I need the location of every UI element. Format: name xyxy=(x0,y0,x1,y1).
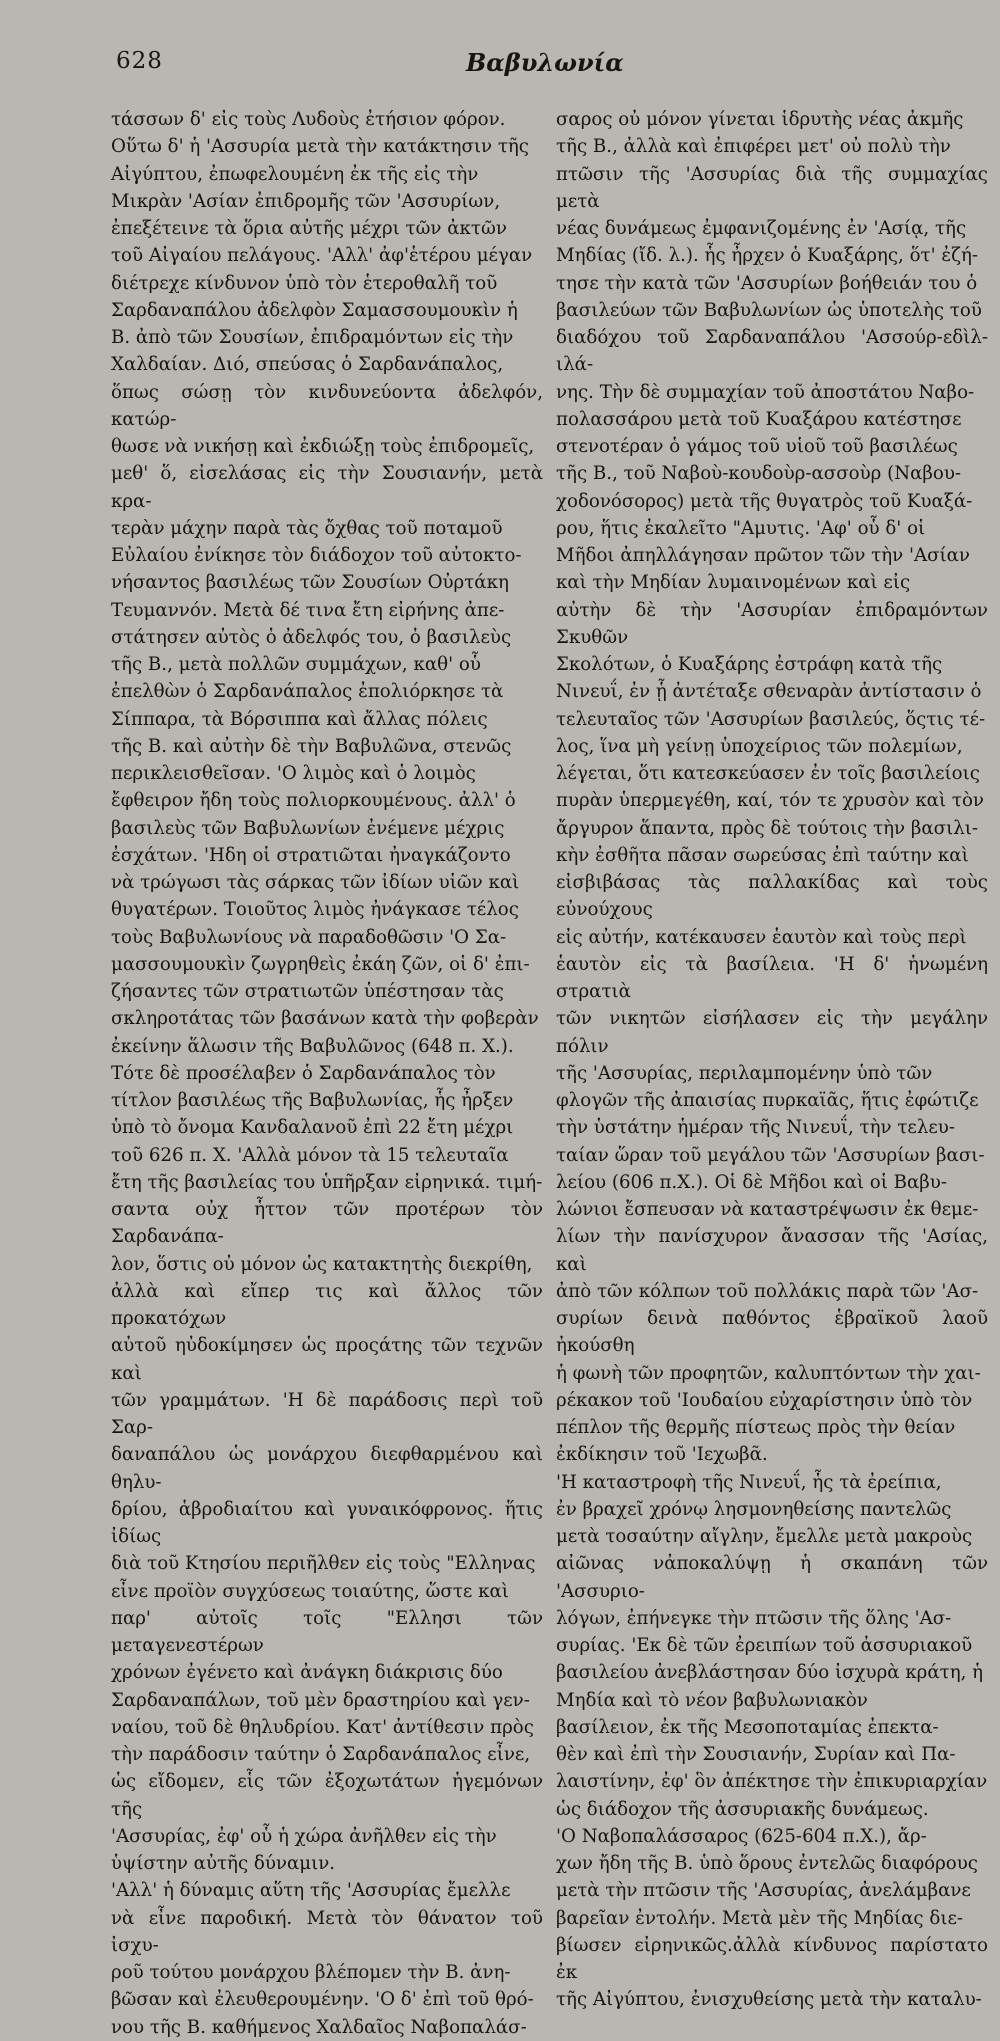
paragraph: 'Αλλ' ἡ δύναμις αὕτη τῆς 'Ασσυρίας ἔμελλε νὰ εἶνε παροδική. Μετὰ τὸν θάνατον τοῦ ἰσχυ- ροῦ τούτου μονάρχου βλέπομεν τὴν Β. ἀνη- βῶσαν καὶ ἐλευθερουμένην. 'Ο δ' ἐπὶ τοῦ θρό- νου τῆς Β. καθήμενος Χαλδαῖος Ναβοπαλάσ- xyxy=(111,1880,543,2038)
left-column xyxy=(111,106,543,2038)
paragraph: 'Ο Ναβοπαλάσσαρος (625-604 π.Χ.), ἄρ- χων ἤδη τῆς Β. ὑπὸ ὅρους ἐντελῶς διαφόρους μετὰ τὴν πτῶσιν τῆς 'Ασσυρίας, ἀνελάμβανε βαρεῖαν ἐντολήν. Μετὰ μὲν τῆς Μηδίας διε- βίωσεν εἰρηνικῶς.ἀλλὰ κίνδυνος παρίστατο ἐκ τῆς Αἰγύπτου, ἐνισχυθείσης μετὰ τὴν καταλυ- xyxy=(556,1825,988,2011)
paragraph: 'Η καταστροφὴ τῆς Νινευΐ, ἧς τὰ ἐρείπια, ἐν βραχεῖ χρόνῳ λησμονηθείσης παντελῶς μετὰ τοσαύτην αἴγλην, ἔμελλε μετὰ μακροὺς αἰῶνας νἀποκαλύψῃ ἡ σκαπάνη τῶν 'Ασσυριο- λόγων, ἐπήνεγκε τὴν πτῶσιν τῆς ὅλης 'Ασ- συρίας. 'Εκ δὲ τῶν ἐρειπίων τοῦ ἀσσυριακοῦ βασιλείου ἀνεβλάστησαν δύο ἰσχυρὰ κράτη, ἡ Μηδία καὶ τὸ νέον βαβυλωνιακὸν βασίλειον, ἐκ τῆς Μεσοποταμίας ἐπεκτα- θὲν καὶ ἐπὶ τὴν Σουσιανήν, Συρίαν καὶ Πα- λαιστίνην, ἐφ' ὃν ἀπέκτησε τὴν ἐπικυριαρχίαν ὡς διάδοχον τῆς ἀσσυριακῆς δυνάμεως. xyxy=(556,1471,988,1820)
right-column xyxy=(556,106,988,2011)
paragraph: σαρος οὐ μόνον γίνεται ἱδρυτὴς νέας ἀκμῆς τῆς Β., ἀλλὰ καὶ ἐπιφέρει μετ' οὐ πολὺ τὴν πτῶσιν τῆς 'Ασσυρίας διὰ τῆς συμμαχίας μετὰ νέας δυνάμεως ἐμφανιζομένης ἐν 'Ασίᾳ, τῆς Μηδίας (ἴδ. λ.). ἧς ἦρχεν ὁ Κυαξάρης, ὅτ' ἐζή- τησε τὴν κατὰ τῶν 'Ασσυρίων βοήθειάν του ὁ βασιλεύων τῶν Βαβυλωνίων ὡς ὑποτελὴς τοῦ διαδόχου τοῦ Σαρδαναπάλου 'Ασσούρ-εδὶλ-ιλά- νης. Τὴν δὲ συμμαχίαν τοῦ ἀποστάτου Ναβο- πολασσάρου μετὰ τοῦ Κυαξάρου κατέστησε στενοτέραν ὁ γάμος τοῦ υἱοῦ τοῦ βασιλέως τῆς Β., τοῦ Ναβοὺ-κουδοὺρ-ασσοὺρ (Ναβου- χοδονόσορος) μετὰ τῆς θυγατρὸς τοῦ Κυαξά- ρου, ἥτις ἐκαλεῖτο "Αμυτις. 'Αφ' οὗ δ' οἱ Μῆδοι ἀπηλλάγησαν πρῶτον τῶν τὴν 'Ασίαν καὶ τὴν Μηδίαν λυμαινομένων καὶ εἰς αὐτὴν δὲ τὴν 'Ασσυρίαν ἐπιδραμόντων Σκυθῶν Σκολότων, ὁ Κυαξάρης ἐστράφη κατὰ τῆς Νινευΐ, ἐν ᾗ ἀντέταξε σθεναρὰν ἀντίστασιν ὁ τελευταῖος τῶν 'Ασσυρίων βασιλεύς, ὅςτις τέ- λος, ἵνα μὴ γείνῃ ὑποχείριος τῶν πολεμίων, λέγεται, ὅτι κατεσκεύασεν ἐν τοῖς βασιλείοις πυρὰν ὑπερμεγέθη, καί, τόν τε χρυσὸν καὶ τὸν ἄργυρον ἅπαντα, πρὸς δὲ τούτοις τὴν βασιλι- κὴν ἐσθῆτα πᾶσαν σωρεύσας ἐπὶ ταύτην καὶ εἰσβιβάσας τὰς παλλακίδας καὶ τοὺς εὐνούχους εἰς αὐτήν, κατέκαυσεν ἑαυτὸν καὶ τοὺς περὶ ἑαυτὸν εἰς τὰ βασίλεια. 'Η δ' ἡνωμένη στρατιὰ τῶν νικητῶν εἰσήλασεν εἰς τὴν μεγάλην πόλιν τῆς 'Ασσυρίας, περιλαμπομένην ὑπὸ τῶν φλογῶν τῆς ἀπαισίας πυρκαϊᾶς, ἥτις ἐφώτιζε τὴν ὑστάτην ἡμέραν τῆς Νινευΐ, τὴν τελευ- ταίαν ὥραν τοῦ μεγάλου τῶν 'Ασσυρίων βασι- λείου (606 π.Χ.). Οἱ δὲ Μῆδοι καὶ οἱ Βαβυ- λώνιοι ἔσπευσαν νὰ καταστρέψωσιν ἐκ θεμε- λίων τὴν πανίσχυρον ἄνασσαν τῆς 'Ασίας, καὶ ἀπὸ τῶν κόλπων τοῦ πολλάκις παρὰ τῶν 'Ασ- συρίων δεινὰ παθόντος ἑβραϊκοῦ λαοῦ ἠκούσθη ἡ φωνὴ τῶν προφητῶν, καλυπτόντων τὴν χαι- ρέκακον τοῦ 'Ιουδαίου εὐχαρίστησιν ὑπὸ τὸν πέπλον τῆς θερμῆς πίστεως πρὸς τὴν θείαν ἐκδίκησιν τοῦ 'Ιεχωβᾶ. xyxy=(556,109,988,1466)
page-header xyxy=(0,48,1000,88)
paragraph: τάσσων δ' εἰς τοὺς Λυδοὺς ἐτήσιον φόρον. Οὕτω δ' ἡ 'Ασσυρία μετὰ τὴν κατάκτησιν τῆς Αἰγύπτου, ἐπωφελουμένη ἐκ τῆς εἰς τὴν Μικρὰν 'Ασίαν ἐπιδρομῆς τῶν 'Ασσυρίων, ἐπεξέτεινε τὰ ὅρια αὐτῆς μέχρι τῶν ἀκτῶν τοῦ Αἰγαίου πελάγους. 'Αλλ' ἀφ'ἑτέρου μέγαν διέτρεχε κίνδυνον ὑπὸ τὸν ἑτεροθαλῆ τοῦ Σαρδαναπάλου ἀδελφὸν Σαμασσουμουκὶν ἡ Β. ἀπὸ τῶν Σουσίων, ἐπιδραμόντων εἰς τὴν Χαλδαίαν. Διό, σπεύσας ὁ Σαρδανάπαλος, ὅπως σώσῃ τὸν κινδυνεύοντα ἀδελφόν, κατώρ- θωσε νὰ νικήσῃ καὶ ἐκδιώξῃ τοὺς ἐπιδρομεῖς, μεθ' ὅ, εἰσελάσας εἰς τὴν Σουσιανήν, μετὰ κρα- τερὰν μάχην παρὰ τὰς ὄχθας τοῦ ποταμοῦ Εὐλαίου ἐνίκησε τὸν διάδοχον τοῦ αὐτοκτο- νήσαντος βασιλέως τῶν Σουσίων Οὐρτάκη Τευμαννόν. Μετὰ δέ τινα ἔτη εἰρήνης ἀπε- στάτησεν αὐτὸς ὁ ἀδελφός του, ὁ βασιλεὺς τῆς Β., μετὰ πολλῶν συμμάχων, καθ' οὗ ἐπελθὼν ὁ Σαρδανάπαλος ἐπολιόρκησε τὰ Σίππαρα, τὰ Βόρσιππα καὶ ἄλλας πόλεις τῆς Β. καὶ αὐτὴν δὲ τὴν Βαβυλῶνα, στενῶς περικλεισθεῖσαν. 'Ο λιμὸς καὶ ὁ λοιμὸς ἔφθειρον ἤδη τοὺς πολιορκουμένους. ἀλλ' ὁ βασιλεὺς τῶν Βαβυλωνίων ἐνέμενε μέχρις ἐσχάτων. 'Ηδη οἱ στρατιῶται ἠναγκάζοντο νὰ τρώγωσι τὰς σάρκας τῶν ἰδίων υἱῶν καὶ θυγατέρων. Τοιοῦτος λιμὸς ἠνάγκασε τέλος τοὺς Βαβυλωνίους νὰ παραδοθῶσιν 'Ο Σα- μασσουμουκὶν ζωγρηθεὶς ἐκάη ζῶν, οἱ δ' ἐπι- ζήσαντες τῶν στρατιωτῶν ὑπέστησαν τὰς σκληροτάτας τῶν βασάνων κατὰ τὴν φοβερὰν ἐκείνην ἅλωσιν τῆς Βαβυλῶνος (648 π. Χ.). Τότε δὲ προσέλαβεν ὁ Σαρδανάπαλος τὸν τίτλον βασιλέως τῆς Βαβυλωνίας, ἧς ἦρξεν ὑπὸ τὸ ὄνομα Κανδαλανοῦ ἐπὶ 22 ἔτη μέχρι τοῦ 626 π. Χ. 'Αλλὰ μόνον τὰ 15 τελευταῖα ἔτη τῆς βασιλείας του ὑπῆρξαν εἰρηνικά. τιμή- σαντα οὐχ ἧττον τῶν προτέρων τὸν Σαρδανάπα- λον, ὅστις οὐ μόνον ὡς κατακτητὴς διεκρίθη, ἀλλὰ καὶ εἴπερ τις καὶ ἄλλος τῶν προκατόχων αὐτοῦ ηὐδοκίμησεν ὡς προςάτης τῶν τεχνῶν καὶ τῶν γραμμάτων. 'Η δὲ παράδοσις περὶ τοῦ Σαρ- δαναπάλου ὡς μονάρχου διεφθαρμένου καὶ θηλυ- δρίου, ἁβροδιαίτου καὶ γυναικόφρονος. ἥτις ἰδίως διὰ τοῦ Κτησίου περιῆλθεν εἰς τοὺς "Ελληνας εἶνε προϊὸν συγχύσεως τοιαύτης, ὥστε καὶ παρ' αὐτοῖς τοῖς "Ελλησι τῶν μεταγενεστέρων χρόνων ἐγένετο καὶ ἀνάγκη διάκρισις δύο Σαρδαναπάλων, τοῦ μὲν δραστηρίου καὶ γεν- ναίου, τοῦ δὲ θηλυδρίου. Κατ' ἀντίθεσιν πρὸς τὴν παράδοσιν ταύτην ὁ Σαρδανάπαλος εἶνε, ὡς εἴδομεν, εἷς τῶν ἐξοχωτάτων ἡγεμόνων τῆς 'Ασσυρίας, ἐφ' οὗ ἡ χώρα ἀνῆλθεν εἰς τὴν ὑψίστην αὐτῆς δύναμιν. xyxy=(111,109,543,1874)
running-title: Βαβυλωνία xyxy=(466,48,624,77)
page-number: 628 xyxy=(116,48,163,74)
